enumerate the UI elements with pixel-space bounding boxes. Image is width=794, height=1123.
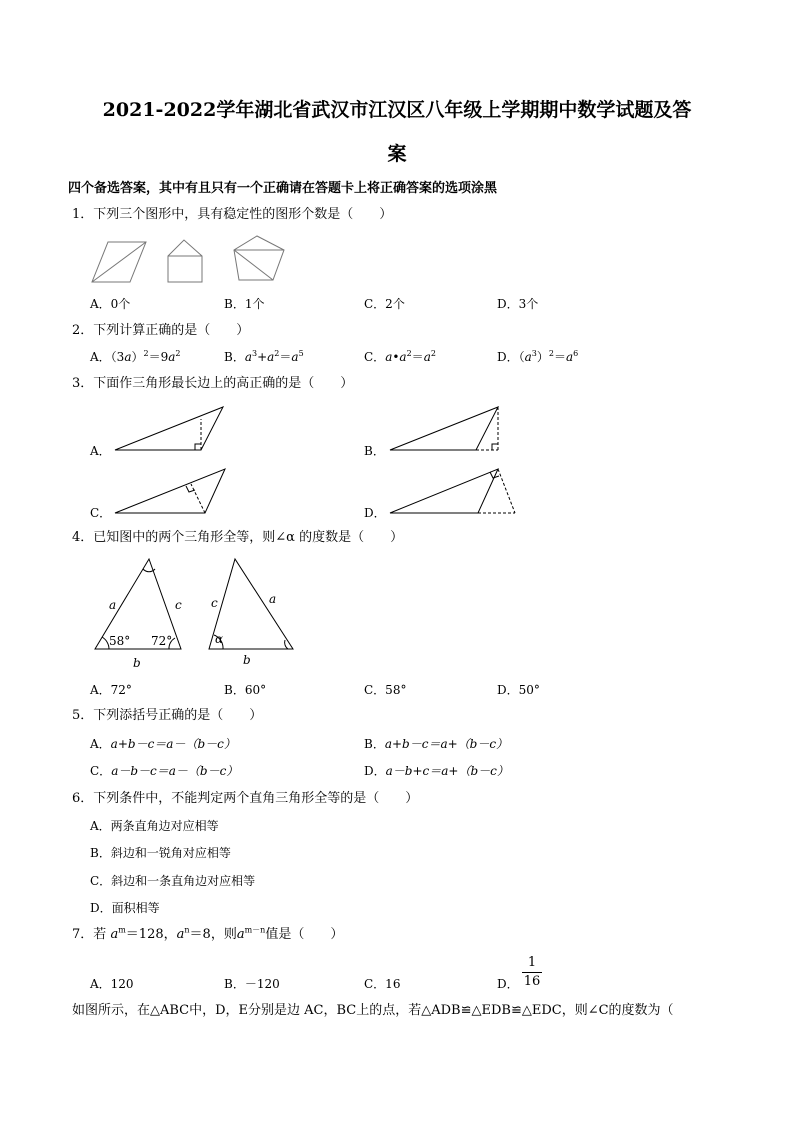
question-6-option-d: D．面积相等: [90, 901, 160, 915]
page-title-continued: 案: [387, 143, 407, 165]
question-6-stem: 6．下列条件中，不能判定两个直角三角形全等的是（ ）: [72, 791, 419, 806]
svg-text:b: b: [243, 653, 251, 667]
question-4-figures: [95, 559, 300, 674]
question-3-figure-b: [390, 405, 505, 455]
question-6-option-b: B．斜边和一锐角对应相等: [90, 846, 231, 860]
question-1-stem: 1．下列三个图形中，具有稳定性的图形个数是（ ）: [72, 207, 393, 222]
pentagon-diagonal-2: [234, 250, 273, 280]
question-3-option-a: A．: [90, 444, 111, 458]
question-1-figures: [88, 236, 318, 286]
question-7-option-b: B．－120: [224, 977, 280, 991]
question-3-stem: 3．下面作三角形最长边上的高正确的是（ ）: [72, 376, 354, 391]
svg-text:72°: 72°: [151, 634, 173, 648]
question-1-option-a: A．0个: [90, 297, 131, 311]
question-3-figure-d: [390, 467, 520, 517]
svg-text:58°: 58°: [109, 634, 131, 648]
question-2-option-c: C．$a•a^2=a^2$: [364, 349, 436, 364]
svg-text:c: c: [211, 596, 218, 610]
question-1-option-d: D．3个: [497, 297, 539, 311]
question-7-option-c: C．16: [364, 977, 401, 991]
instructions: 四个备选答案，其中有且只有一个正确请在答题卡上将正确答案的选项涂黑: [68, 181, 498, 196]
question-3-figure-c: [115, 467, 230, 517]
svg-text:a: a: [269, 592, 277, 606]
question-2-option-b: B．$a^3+a^2=a^5$: [224, 349, 304, 364]
svg-text:α: α: [215, 632, 224, 646]
pentagon-figure: [234, 236, 284, 280]
question-3-option-b: B．: [364, 444, 385, 458]
svg-text:b: b: [133, 656, 141, 670]
svg-text:a: a: [109, 598, 117, 612]
question-5-option-c: C．a－b－c＝a－（b－c）: [90, 764, 239, 778]
question-4-option-b: B．60°: [224, 683, 267, 697]
question-2-option-d: D．$(a^3)^2=a^6$: [497, 349, 579, 364]
question-3-figure-a: [115, 405, 230, 455]
question-2-option-a: A．$(3a)^2=9a^2$: [90, 349, 181, 364]
question-7-stem: 7．若 $a^m=128$，$a^n=8$，则$a^{m-n}$值是（ ）: [72, 925, 344, 942]
question-4-option-c: C．58°: [364, 683, 407, 697]
question-5-option-b: B．a+b－c＝a+（b－c）: [364, 737, 509, 751]
question-1-option-c: C．2个: [364, 297, 405, 311]
question-5-option-a: A．a+b－c＝a－（b－c）: [90, 737, 236, 751]
question-5-option-d: D．a－b+c＝a+（b－c）: [364, 764, 509, 778]
question-4-option-d: D．50°: [497, 683, 540, 697]
house-figure: [168, 240, 202, 282]
question-6-option-c: C．斜边和一条直角边对应相等: [90, 874, 256, 888]
question-3-option-c: C．: [90, 506, 112, 520]
question-3-option-d: D．: [364, 506, 386, 520]
question-6-option-a: A．两条直角边对应相等: [90, 819, 219, 833]
svg-text:c: c: [175, 598, 182, 612]
question-4-option-a: A．72°: [90, 683, 132, 697]
question-7-option-a: A．120: [90, 977, 134, 991]
question-2-stem: 2．下列计算正确的是（ ）: [72, 323, 250, 338]
question-1-option-b: B．1个: [224, 297, 265, 311]
question-7-option-d-fraction: 1 16: [523, 955, 541, 989]
question-8-stem: 如图所示，在△ABC中，D，E分别是边 AC，BC上的点，若△ADB≌△EDB≌△EDC，则∠C的度数为（: [72, 1003, 674, 1018]
question-4-stem: 4．已知图中的两个三角形全等，则∠α 的度数是（ ）: [72, 530, 404, 545]
page-title: 2021-2022学年湖北省武汉市江汉区八年级上学期期中数学试题及答: [102, 99, 692, 121]
question-5-stem: 5．下列添括号正确的是（ ）: [72, 708, 263, 723]
question-7-option-d: D．: [497, 977, 519, 991]
